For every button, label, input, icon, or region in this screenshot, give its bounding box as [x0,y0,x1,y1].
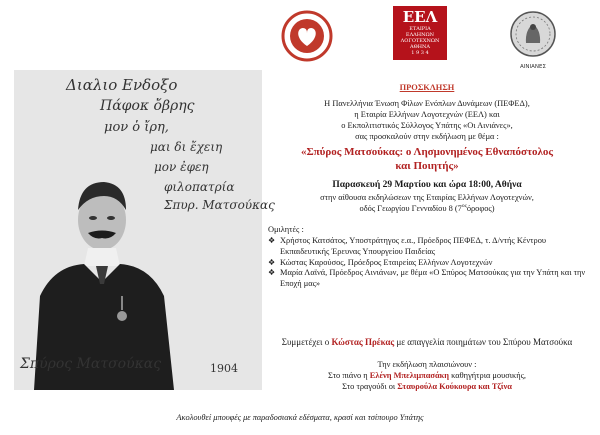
portrait-photo [14,70,275,390]
portrait-illustration [14,70,262,390]
eel-logo [393,6,447,60]
ainianes-coin-icon [509,10,557,58]
org-line-3: ο Εκπολιτιστικός Σύλλογος Υπάτης «Οι Αινιάνες», [341,121,513,131]
handwriting-line-3: μον ὁ ἴρη, [104,120,169,135]
photo-year: 1904 [210,362,238,375]
speaker-item [268,236,592,258]
speaker-item [268,258,592,269]
eel-logo-letters: ΕΕΛ [402,8,438,26]
invitation-heading: ΠΡΟΣΚΛΗΣΗ [399,83,455,92]
event-datetime: Παρασκευή 29 Μαρτίου και ώρα 18:00, Αθήνα [332,179,522,190]
participant-suffix: με απαγγελία ποιημάτων του Σπύρου Ματσούκα [396,337,573,347]
org-line-1: Η Πανελλήνια Ένωση Φίλων Ενόπλων Δυνάμεων (ΠΕΦΕΔ), [324,99,530,109]
handwriting-line-7: Σπυρ. Ματσούκας [164,198,275,212]
handwriting-line-1: Διαλιο Ενδοξο [66,76,178,94]
speakers-list [262,236,592,291]
speakers-heading: Ομιλητές : [268,224,304,234]
speaker-item [268,268,592,290]
org-line-2: η Εταιρία Ελλήνων Λογοτεχνών (ΕΕΛ) και [354,110,500,120]
venue-address: οδός Γεωργίου Γενναδίου 8 (7 [359,204,462,214]
pianist-name: Ελένη Μπελιμπασάκη [369,370,450,380]
speaker-text: Κώστας Καρούσος, Πρόεδρος Εταιρείας Ελλήνων Λογοτεχνών [280,257,493,267]
eel-logo-line-4: ΛΟΓΟΤΕΧΝΩΝ [400,38,440,44]
song-prefix: Στο τραγούδι οι [342,381,396,391]
eel-logo-line-5: ΑΘΗΝΑ [409,44,431,50]
ainianes-logo [506,10,560,70]
music-section [262,360,592,393]
speaker-text: Μαρία Λαϊνά, Πρόεδρος Αινιάνων, με θέμα «Ο Σπύρος Ματσούκας για την Υπάτη και την Εποχή μας» [280,268,586,289]
venue-line-2 [262,203,592,214]
participant-name: Κώστας Πρέκας [331,337,395,347]
event-title [262,146,592,172]
signature: Σπύρος Ματσούκας [20,356,162,372]
music-intro: Την εκδήλωση πλαισιώνουν : [377,360,477,369]
venue-line-1: στην αίθουσα εκδηλώσεων της Εταιρίας Ελλήνων Λογοτεχνών, [320,193,534,203]
singers-names: Σταυρούλα Κούκουρα και Τζίνα [397,381,512,391]
speaker-text: Χρήστος Κατσάτος, Υποστράτηγος ε.α., Πρόεδρος ΠΕΦΕΔ, τ. Δ/ντής Κέντρου Εκπαιδευτικής Έρευνας Υπουργείου Παιδείας [280,235,547,256]
participant-prefix: Συμμετέχει ο [281,337,330,347]
eel-logo-line-6: 1 9 3 4 [411,50,429,56]
venue-floor-sup: ος [461,203,467,210]
handwriting-line-4: μαι δι ἔχειη [150,140,223,154]
invitation-content [262,82,592,290]
piano-prefix: Στο πιάνο η [327,370,368,380]
org-line-4: σας προσκαλούν στην εκδήλωση με θέμα : [355,132,499,142]
piano-line [262,371,592,382]
participant-line [262,337,592,347]
event-title-line-2: και Ποιητής» [395,159,459,172]
bullet-icon: ❖ [268,268,276,278]
piano-suffix: καθηγήτρια μουσικής, [451,370,527,380]
event-title-line-1: «Σπύρος Ματσούκας: ο Λησμονημένος Εθναπόστολος [300,146,554,159]
handwriting-line-2: Πάφοκ ὄβρης [100,98,195,114]
eel-logo-line-3: ΕΛΛΗΝΩΝ [405,32,435,38]
handwriting-line-6: φιλοπατρία [164,180,235,194]
ainianes-label: ΑΙΝΙΑΝΕΣ [520,64,546,70]
bullet-icon: ❖ [268,235,276,245]
handwriting-line-5: μον ἐφεη [154,160,209,174]
eel-logo-line-2: ΕΤΑΙΡΙΑ [409,26,431,32]
pefed-logo [281,10,333,67]
footer-note: Ακολουθεί μπουφές με παραδοσιακά εδέσματα, κρασί και τσίπουρο Υπάτης [176,413,424,422]
song-line [262,382,592,393]
bullet-icon: ❖ [268,257,276,267]
venue-floor: όροφος) [466,204,495,214]
